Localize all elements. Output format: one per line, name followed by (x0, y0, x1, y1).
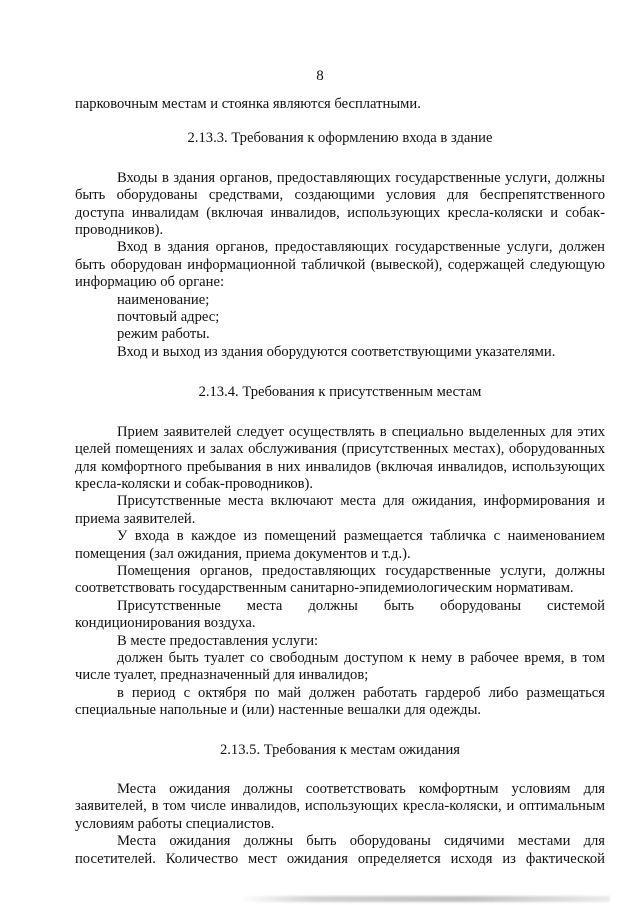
paragraph: Места ожидания должны соответствовать комфортным условиям для заявителей, в том числе инвалидов, использующих кресла-коляски, и оптимальным условиям работы специалистов. (75, 781, 605, 832)
paragraph: Помещения органов, предоставляющих государственные услуги, должны соответствовать государственным санитарно-эпидемиологическим нормативам. (75, 562, 605, 597)
paragraph: Вход и выход из здания оборудуются соответствующими указателями. (117, 343, 556, 360)
intro-line: парковочным местам и стоянка являются бесплатными. (75, 96, 421, 112)
paragraph: должен быть туалет со свободным доступом к нему в рабочее время, в том числе туалет, предназначенный для инвалидов; (75, 649, 605, 684)
section-heading: 2.13.4. Требования к присутственным местам (198, 384, 482, 401)
section-heading: 2.13.5. Требования к местам ожидания (219, 741, 461, 758)
paragraph: в период с октября по май должен работать гардероб либо размещаться специальные напольные и (или) настенные вешалки для одежды. (75, 684, 605, 719)
list-item: наименование; (117, 291, 210, 308)
page-number: 8 (316, 68, 324, 84)
paragraph: В месте предоставления услуги: (117, 632, 319, 649)
paragraph: Прием заявителей следует осуществлять в специально выделенных для этих целей помещениях и залах обслуживания (присутственных местах), оборудованных для комфортного пребывания в них инвалидов (включая инвалидов, использующих кресла-коляски и собак-проводников). (75, 423, 605, 492)
paragraph: Места ожидания должны быть оборудованы сидячими местами для посетителей. Количество мест ожидания определяется исходя из фактической (75, 833, 605, 867)
paragraph: Присутственные места включают места для ожидания, информирования и приема заявителей. (75, 493, 605, 527)
list-item: почтовый адрес; (117, 309, 220, 326)
scan-artifact (240, 896, 610, 902)
paragraph: У входа в каждое из помещений размещается табличка с наименованием помещения (зал ожидания, приема документов и т.д.). (75, 528, 605, 562)
list-item: режим работы. (117, 326, 210, 343)
paragraph: Присутственные места должны быть оборудованы системой кондиционирования воздуха. (75, 597, 605, 632)
document-body (75, 96, 605, 868)
paragraph: Входы в здания органов, предоставляющих государственные услуги, должны быть оборудованы средствами, создающими условия для беспрепятственного доступа инвалидам (включая инвалидов, использующих кресла-коляски и собак-проводников). (75, 169, 605, 239)
section-heading: 2.13.3. Требования к оформлению входа в здание (187, 130, 493, 147)
paragraph: Вход в здания органов, предоставляющих государственные услуги, должен быть оборудован информационной табличкой (вывеской), содержащей следующую информацию об органе: (75, 239, 605, 291)
